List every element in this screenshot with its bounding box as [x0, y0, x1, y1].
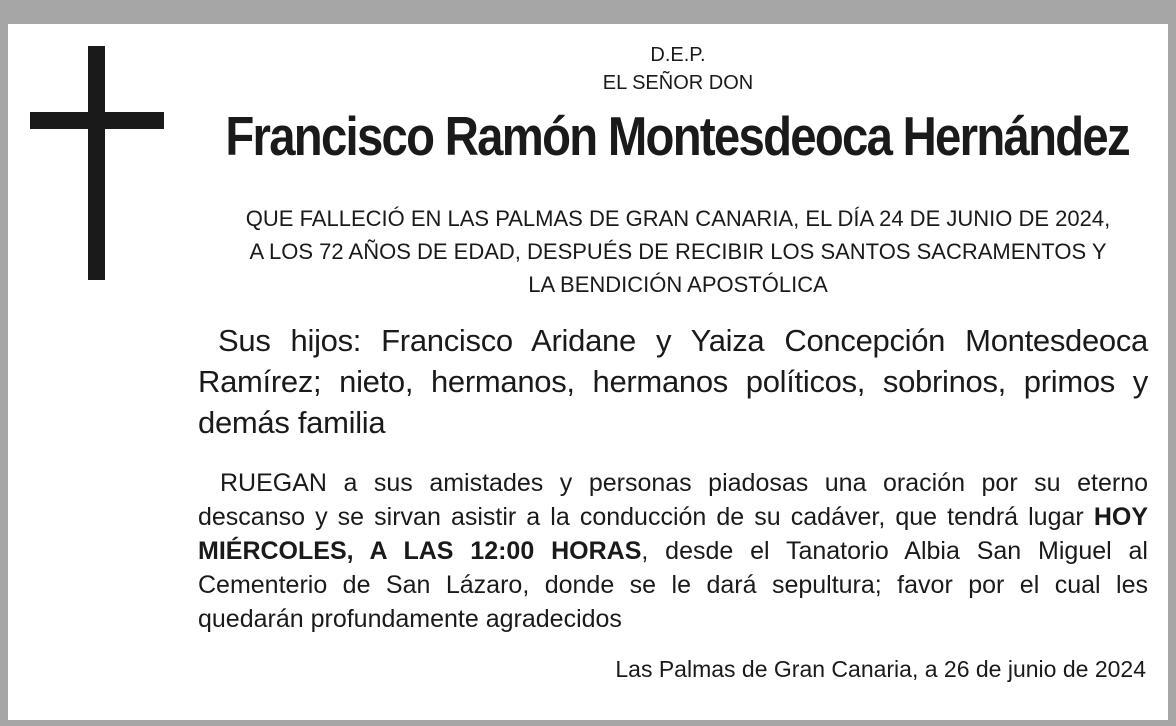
dep-abbreviation: D.E.P.	[650, 44, 706, 66]
place-date-line: Las Palmas de Gran Canaria, a 26 de junio de 2024	[615, 656, 1146, 682]
passing-details	[204, 202, 1152, 301]
passing-line-1: QUE FALLECIÓ EN LAS PALMAS DE GRAN CANARIA, EL DÍA 24 DE JUNIO DE 2024,	[245, 206, 1111, 231]
family-members: Sus hijos: Francisco Aridane y Yaiza Concepción Montesdeoca Ramírez; nieto, hermanos, hermanos políticos, sobrinos, primos y demás familia	[198, 323, 1148, 440]
honorific-title: EL SEÑOR DON	[602, 72, 754, 94]
funeral-request	[198, 466, 1148, 636]
passing-line-2: A LOS 72 AÑOS DE EDAD, DESPUÉS DE RECIBIR LOS SANTOS SACRAMENTOS Y	[249, 239, 1107, 264]
request-text-after: , desde el Tanatorio Albia San Miguel al Cementerio de San Lázaro, donde se le dará sepultura; favor por el cual les quedarán profundamente agradecidos	[198, 537, 1148, 633]
passing-line-3: LA BENDICIÓN APOSTÓLICA	[528, 272, 828, 297]
deceased-name: Francisco Ramón Montesdeoca Hernández	[225, 105, 1129, 167]
obituary-notice	[8, 24, 1168, 720]
funeral-time: HOY MIÉRCOLES, A LAS 12:00 HORAS	[198, 503, 1148, 565]
request-text-before: RUEGAN a sus amistades y personas piadosas una oración por su eterno descanso y se sirvan asistir a la conducción de su cadáver, que tendrá lugar	[198, 469, 1148, 531]
